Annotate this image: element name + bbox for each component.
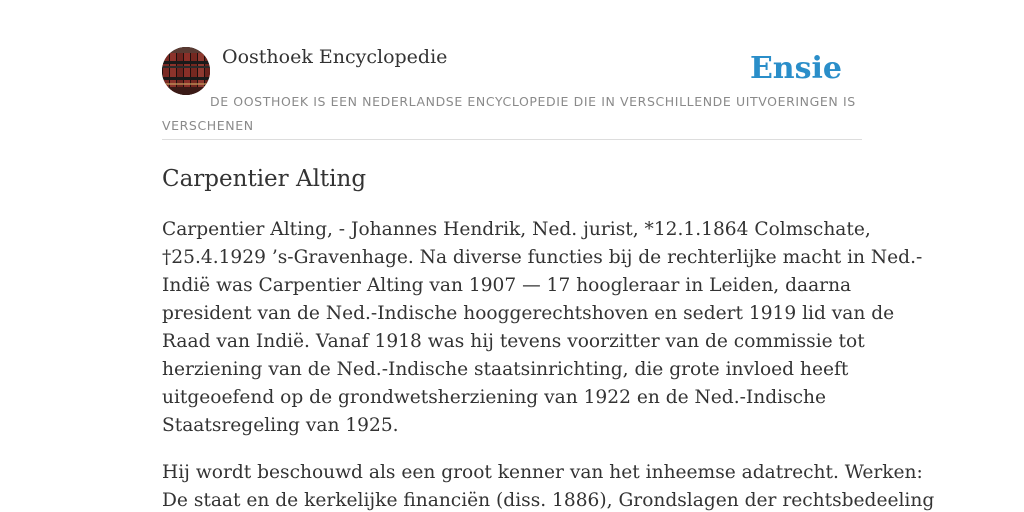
article-paragraph-2 (162, 459, 935, 512)
text-line: uitgeoefend op de grondwetsherziening van 1922 en de Ned.-Indische (162, 387, 827, 408)
site-name-link[interactable]: Oosthoek Encyclopedie (222, 46, 448, 68)
header-divider (162, 139, 862, 140)
text-line: De staat en de kerkelijke financiën (diss. 1886), Grondslagen der rechtsbedeeling (162, 490, 935, 511)
text-line: Carpentier Alting, - Johannes Hendrik, Ned. jurist, *12.1.1864 Colmschate, (162, 219, 871, 240)
site-header (162, 0, 862, 140)
brand-logo[interactable]: Ensie (749, 51, 842, 86)
text-line: Indië was Carpentier Alting van 1907 — 17 hoogleraar in Leiden, daarna (162, 275, 852, 296)
encyclopedia-books-icon[interactable] (162, 47, 210, 95)
avatar-image (162, 47, 210, 95)
text-line: herziening van de Ned.-Indische staatsinrichting, die grote invloed heeft (162, 359, 849, 380)
page-container (162, 0, 935, 511)
text-line: Staatsregeling van 1925. (162, 415, 399, 436)
text-line: †25.4.1929 ’s-Gravenhage. Na diverse functies bij de rechterlijke macht in Ned.- (162, 247, 923, 268)
site-tagline: DE OOSTHOEK IS EEN NEDERLANDSE ENCYCLOPEDIE DIE IN VERSCHILLENDE UITVOERINGEN IS VERSCHENEN (162, 94, 856, 133)
article-paragraph-1 (162, 216, 923, 440)
text-line: Hij wordt beschouwd als een groot kenner van het inheemse adatrecht. Werken: (162, 462, 923, 483)
text-line: president van de Ned.-Indische hooggerechtshoven en sedert 1919 lid van de (162, 303, 895, 324)
article-body (162, 216, 935, 512)
article-title: Carpentier Alting (162, 166, 367, 192)
text-line: Raad van Indië. Vanaf 1918 was hij tevens voorzitter van de commissie tot (162, 331, 865, 352)
